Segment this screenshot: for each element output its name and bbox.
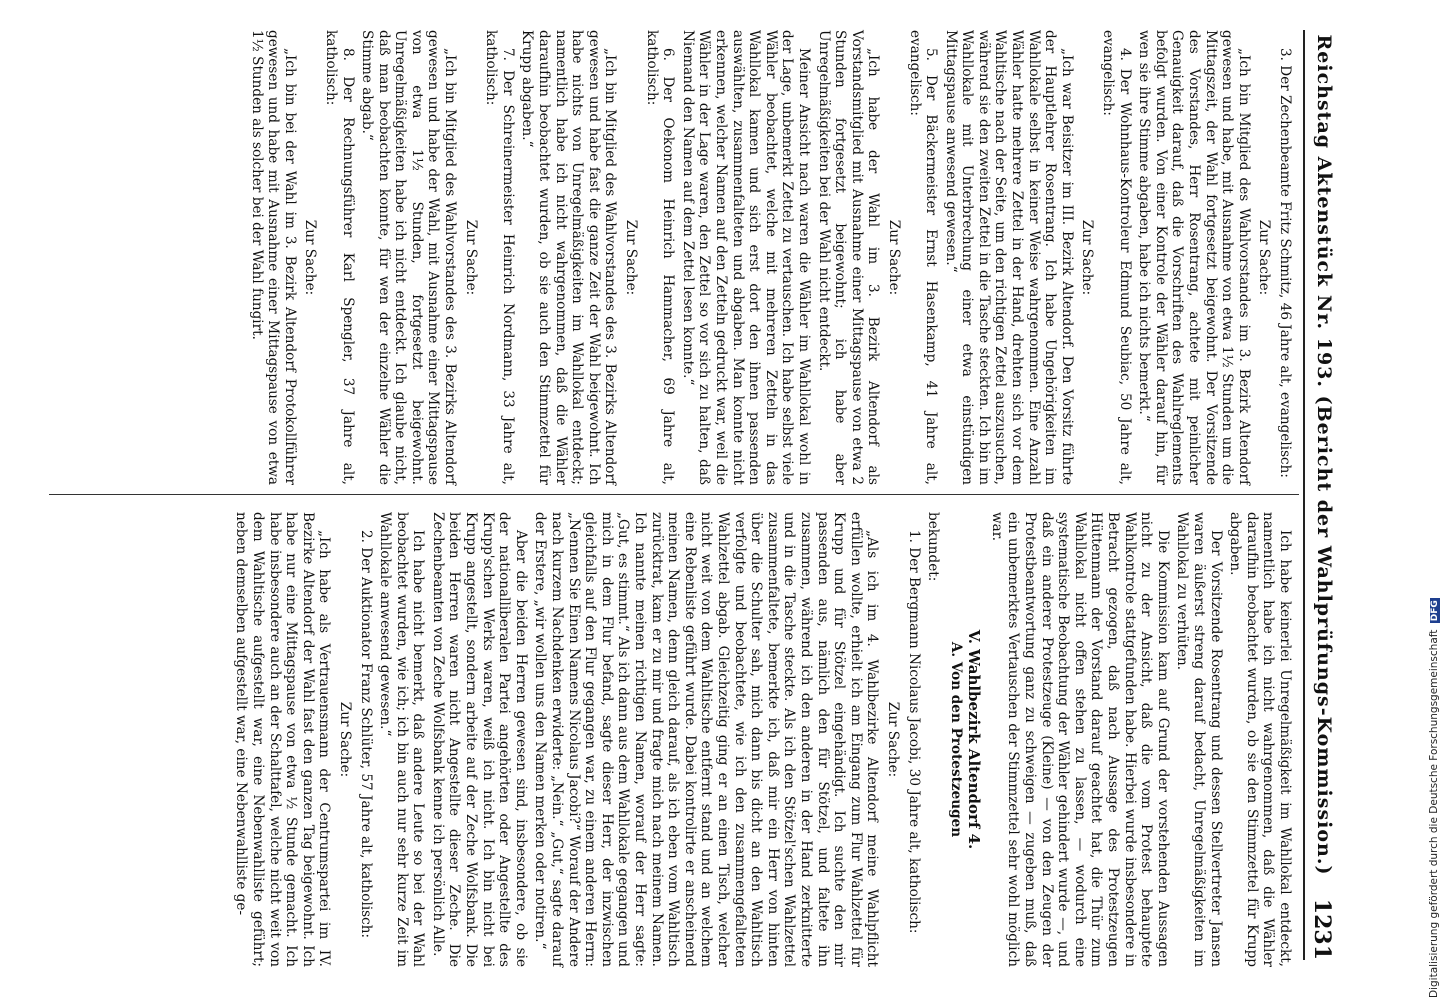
paragraph: 1. Der Bergmann Nicolaus Jacobi, 30 Jahre alt, katholisch: (905, 530, 922, 934)
paragraph: 3. Der Zechenbeamte Fritz Schmitz, 46 Jahre alt, evangelisch: (1277, 48, 1293, 478)
paragraph: „Ich habe der Wahl im 3. Bezirk Altendorf als Vorstandsmitglied mit Ausnahme einer Mittagspause von etwa 2 Stunden fortgesetzt beigewohnt; ich habe aber Unregelmäßigkeiten bei der Wahl nicht entdeckt. (815, 30, 882, 485)
right-text-column (230, 512, 1293, 967)
paragraph: „Ich habe als Vertrauensmann der Centrumspartei im IV. Bezirke Altendorf der Wahl fast den ganzen Tag beigewohnt. Ich habe nur eine Mittagspause von etwa ½ Stunde gemacht. Ich habe insbesondere auch an der Schalttafel, welche nicht weit von dem Wahltische aufgestellt war, eine Nebenwahlliste geführt; neben demselben aufgestellt war, eine Nebenwahlliste ge- (233, 512, 333, 967)
paragraph: 6. Der Oekonom Heinrich Hammacher, 69 Jahre alt, katholisch: (643, 30, 677, 485)
dfg-logo: DFG (1430, 600, 1440, 622)
paragraph: Ich habe nicht bemerkt, daß andere Leute so bei der Wahl beobachtet wurden, wie ich; ich bin auch nur sehr kurze Zeit im Wahllokale anwesend gewesen.“ (377, 512, 427, 967)
section-heading: V. Wahlbezirk Altendorf 4. (965, 629, 984, 850)
paragraph: „Ich bin Mitglied des Wahlvorstandes des 3. Bezirks Altendorf gewesen und habe der Wahl, mit Ausnahme einer Mittagspause von etwa 1½ Stunden, fortgesetzt beigewohnt. Unregelmäßigkeiten habe ich nicht entdeckt. Ich glaube nicht, daß man beobachten konnte, für wen der einzelne Wähler die Stimme abgab.“ (359, 30, 459, 485)
paragraph: Aber die beiden Herren gewesen sind, insbesondere, ob sie der nationalliberalen Partei angehörten oder Angestellte des Krupp'schen Werks waren, weiß ich nicht. Ich bin nicht bei Krupp angestellt, sondern arbeite auf der Zeche Wolfsbank. Die beiden Herren waren nicht Angestellte dieser Zeche. Die Zechenbeamten von Zeche Wolfsbank kenne ich persönlich Alle. (429, 512, 529, 967)
section-label: Zur Sache: (336, 701, 353, 778)
page-number: 1231 (1309, 898, 1335, 960)
paragraph: Meiner Ansicht nach waren die Wähler im Wahllokal wohl in der Lage, unbemerkt Zettel zu vertauschen. Ich habe selbst viele Wähler beobachtet, welche mit mehreren Zetteln in das Wahllokal kamen und sich erst dort den ihnen passenden auswählten, zusammenfalteten und abgaben. Man konnte nicht erkennen, welcher Namen auf den Zetteln gedruckt war, weil die Wähler in der Lage waren, den Zettel so vor sich zu halten, daß Niemand den Namen auf dem Zettel lesen konnte.“ (679, 30, 812, 485)
section-label: Zur Sache: (885, 219, 902, 296)
credit-text: Digitalisierung gefördert durch die Deutsche Forschungsgemeinschaft (1428, 629, 1440, 998)
section-subheading: A. Von den Protestzeugen (947, 641, 964, 838)
paragraph: 8. Der Rechnungsführer Karl Spengler, 37 Jahre alt, katholisch: (322, 30, 356, 485)
paragraph: bekundet: (925, 512, 942, 582)
paragraph: Ich habe keinerlei Unregelmäßigkeit im Wahllokal entdeckt, namentlich habe ich nicht wahrgenommen, daß die Wähler daraufhin beobachtet wurden, ob sie den Stimmzettel für Krupp abgaben. (1227, 512, 1293, 967)
page-header (1301, 30, 1335, 960)
paragraph: „Ich bin bei der Wahl im 3. Bezirk Altendorf Protokollführer gewesen und habe mit Ausnahme einer Mittagspause von etwa 1½ Stunden als solcher bei der Wahl fungirt. (248, 30, 298, 485)
paragraph: „Als ich im 4. Wahlbezirke Altendorf meine Wahlpflicht erfüllen wollte, erhielt ich am Eingang zum Flur Wahlzettel für Krupp und für Stötzel eingehändigt. Ich suchte den mir passenden aus, nämlich den für Stötzel, und faltete ihn zusammen, während ich den anderen in der Hand zerknitterte und in die Tasche steckte. Als ich den Stötzel'schen Wahlzettel zusammenfaltete, bemerkte ich, daß mir ein Herr von hinten über die Schulter sah, mich dann bis dicht an den Wahltisch verfolgte und beobachtete, wie ich den zusammengefalteten Wahlzettel abgab. Gleichzeitig ging er an einen Tisch, welcher nicht weit von dem Wahltische entfernt stand und an welchem eine Rebenliste geführt wurde. Dabei kontrolirte er anscheinend meinen Namen, denn gleich darauf, als ich eben vom Wahltisch zurücktrat, kam er zu mir und fragte mich nach meinem Namen. Ich nannte meinen richtigen Namen, worauf der Herr sagte: „Gut, es stimmt.“ Als ich dann aus dem Wahllokale gegangen und mich in dem Flur befand, sagte dieser Herr, der inzwischen gleichfalls auf den Flur gegangen war, zu einem anderen Herrn: „Nennen Sie Einen Namens Nicolaus Jacobi?“ Worauf der Andere nach kurzem Nachdenken erwiderte: „Nein.“ „Gut,“ sagte darauf der Erstere, „wir wollen uns den Namen merken oder notiren.“ (532, 512, 881, 967)
paragraph: Die Kommission kam auf Grund der vorstehenden Aussagen nicht zu der Ansicht, daß die vom Protest behauptete Wahlkontrole stattgefunden habe. Hierbei wurde insbesondere in Betracht gezogen, daß nach Aussage des Protestzeugen Hüttenmann der Vorstand darauf geachtet hat, die Thür zum Wahllokal nicht offen stehen zu lassen, — wodurch eine systematische Beobachtung der Wähler gehindert wurde —, und daß ein anderer Protestzeuge (Kleine) — von den Zeugen der Protestbeantwortung ganz zu schweigen — zugeben muß, daß ein unbemerktes Vertauschen der Stimmzettel sehr wohl möglich war. (988, 512, 1171, 967)
paragraph: „Ich bin Mitglied des Wahlvorstandes des 3. Bezirks Altendorf gewesen und habe fast die ganze Zeit der Wahl beigewohnt. Ich habe nichts von Unregelmäßigkeiten im Wahllokal entdeckt; namentlich habe ich nicht wahrgenommen, daß die Wähler daraufhin beobachtet wurden, ob sie auch den Stimmzettel für Krupp abgaben.“ (519, 30, 619, 485)
header-rule (1303, 30, 1305, 960)
section-label: Zur Sache: (884, 701, 901, 778)
page-header-title: Reichstag Aktenstück Nr. 193. (Bericht der Wahlprüfungs-Kommission.) (1313, 34, 1335, 876)
section-label: Zur Sache: (1256, 219, 1273, 296)
column-divider (49, 494, 1299, 495)
left-text-column (245, 30, 1293, 485)
paragraph: „Ich war Beisitzer im III. Bezirk Altendorf. Den Vorsitz führte der Hauptlehrer Rosentrang. Ich habe Ungehörigkeiten im Wahllokale selbst in keiner Weise wahrgenommen. Eine Anzahl Wähler hatte mehrere Zettel in der Hand, drehten sich vor dem Wahltische nach der Seite, um den richtigen Zettel auszusuchen, während sie den zweiten Zettel in die Tasche steckten. Ich bin im Wahllokale mit Unterbrechung einer etwa einstündigen Mittagspause anwesend gewesen.“ (942, 30, 1075, 485)
paragraph: „Ich bin Mitglied des Wahlvorstandes im 3. Bezirk Altendorf gewesen und habe, mit Ausnahme von etwa 1½ Stunden um die Mittagszeit, der Wahl fortgesetzt beigewohnt. Der Vorsitzende des Vorstandes, Herr Rosentrang, achtete mit peinlicher Genauigkeit darauf, daß die Vorschriften des Wahlreglements befolgt wurden. Von einer Kontrole der Wähler darauf hin, für wen sie ihre Stimme abgaben, habe ich nichts bemerkt.“ (1136, 30, 1252, 485)
paragraph: 5. Der Bäckermeister Ernst Hasenkamp, 41 Jahre alt, evangelisch: (906, 30, 940, 485)
paragraph: 7. Der Schreinermeister Heinrich Nordmann, 33 Jahre alt, katholisch: (483, 30, 516, 485)
paragraph: Der Vorsitzende Rosentrang und dessen Stellvertreter Jansen waren äußerst streng darauf bedacht, Unregelmäßigkeiten im Wahllokal zu verhüten. (1174, 512, 1224, 967)
digitization-credit (1428, 598, 1440, 998)
section-label: Zur Sache: (623, 219, 640, 296)
section-label: Zur Sache: (1079, 219, 1096, 296)
paragraph: 4. Der Wohnhaus-Kontroleur Edmund Seubiac, 50 Jahre alt, evangelisch: (1100, 30, 1133, 485)
section-label: Zur Sache: (462, 219, 479, 296)
section-label: Zur Sache: (302, 219, 319, 296)
paragraph: 2. Der Auktionator Franz Schlüter, 57 Jahre alt, katholisch: (357, 530, 374, 939)
rotated-document-page (5, 0, 1345, 1000)
